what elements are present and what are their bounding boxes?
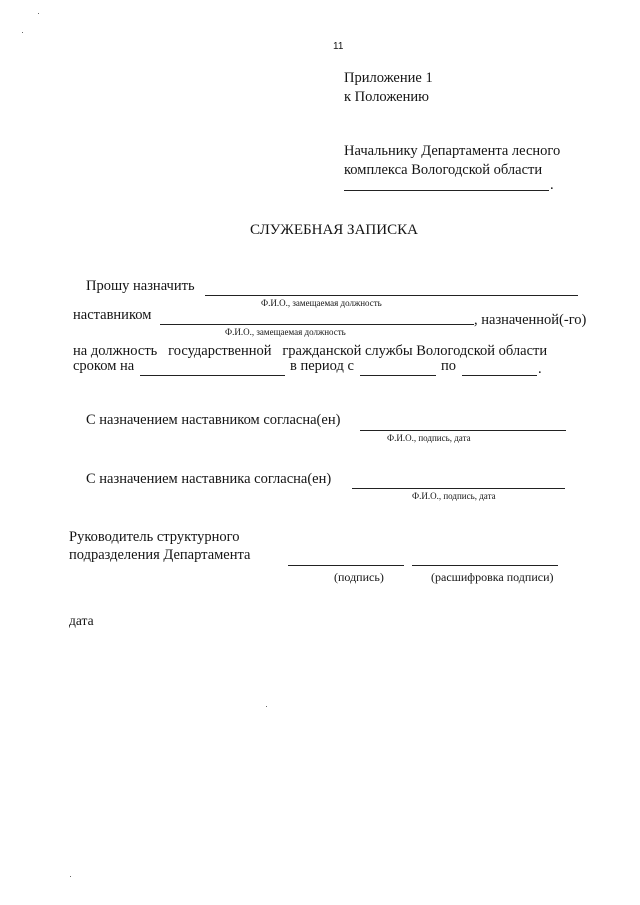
- head-signature-blank[interactable]: [288, 565, 404, 566]
- consent-mentee-blank[interactable]: [352, 488, 565, 489]
- consent-mentor-blank[interactable]: [360, 430, 566, 431]
- request-fio-blank[interactable]: [205, 295, 578, 296]
- appendix-line-2: к Положению: [344, 89, 429, 105]
- page-number: 11: [333, 41, 344, 52]
- position-line: на должность государственной гражданской службы Вологодской области: [73, 343, 548, 359]
- mentor-caption: Ф.И.О., замещаемая должность: [225, 327, 346, 337]
- period-start-blank[interactable]: [360, 375, 436, 376]
- addressee-name-blank[interactable]: [344, 190, 549, 191]
- request-label: Прошу назначить: [86, 278, 195, 294]
- appendix-line-1: Приложение 1: [344, 70, 433, 86]
- head-decode-blank[interactable]: [412, 565, 558, 566]
- addressee-period: .: [550, 177, 554, 193]
- consent-mentee-label: С назначением наставника согласна(ен): [86, 471, 332, 487]
- addressee-line-2: комплекса Вологодской области: [344, 162, 543, 178]
- consent-mentee-caption: Ф.И.О., подпись, дата: [412, 491, 496, 501]
- term-period: .: [538, 361, 542, 377]
- mentor-label: наставником: [73, 307, 152, 323]
- period-to-label: по: [441, 358, 457, 374]
- scan-speck: [266, 706, 267, 707]
- date-label: дата: [69, 613, 94, 628]
- mentor-fio-blank[interactable]: [160, 324, 474, 325]
- consent-mentor-caption: Ф.И.О., подпись, дата: [387, 433, 471, 443]
- decode-caption: (расшифровка подписи): [431, 570, 554, 584]
- scan-speck: [22, 32, 23, 33]
- head-line-1: Руководитель структурного: [69, 529, 240, 545]
- consent-mentor-label: С назначением наставником согласна(ен): [86, 412, 341, 428]
- addressee-line-1: Начальнику Департамента лесного: [344, 143, 561, 159]
- appointed-label: , назначенной(-го): [474, 312, 587, 328]
- period-label: в период с: [290, 358, 354, 374]
- period-end-blank[interactable]: [462, 375, 537, 376]
- scan-speck: [38, 13, 39, 14]
- head-line-2: подразделения Департамента: [69, 547, 251, 563]
- scan-speck: [70, 876, 71, 877]
- request-caption: Ф.И.О., замещаемая должность: [261, 298, 382, 308]
- document-title: СЛУЖЕБНАЯ ЗАПИСКА: [250, 222, 418, 238]
- term-label: сроком на: [73, 358, 135, 374]
- term-blank[interactable]: [140, 375, 285, 376]
- signature-caption: (подпись): [334, 570, 384, 584]
